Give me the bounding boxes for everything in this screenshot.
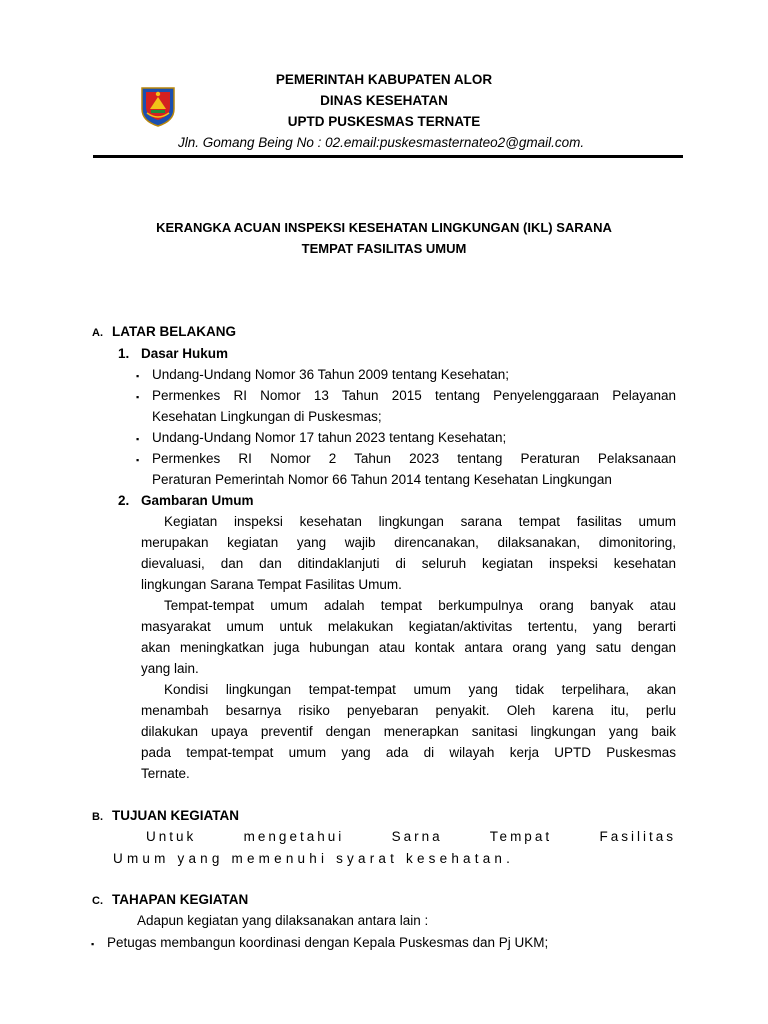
paragraph-2-line-4: yang lain.	[141, 661, 199, 676]
subsection-gambaran-umum	[118, 493, 254, 508]
list-item: Undang-Undang Nomor 36 Tahun 2009 tentang Kesehatan;	[152, 367, 510, 382]
paragraph-1-line-4: lingkungan Sarana Tempat Fasilitas Umum.	[141, 577, 402, 592]
kop-government: PEMERINTAH KABUPATEN ALOR	[275, 72, 493, 87]
activity-item: Petugas membangun koordinasi dengan Kepala Puskesmas dan Pj UKM;	[107, 935, 549, 950]
subsection-number: 2.	[118, 493, 130, 508]
objective-line-2: Umum yang memenuhi syarat kesehatan.	[113, 851, 515, 866]
bullet-icon: ▪	[136, 371, 140, 381]
activities-intro: Adapun kegiatan yang dilaksanakan antara lain :	[137, 913, 429, 928]
section-letter: A.	[92, 327, 103, 339]
paragraph-2-line-1: Tempat-tempat umum adalah tempat berkumpulnya orang banyak atau	[164, 598, 676, 613]
paragraph-3-line-4: pada tempat-tempat umum yang ada di wilayah kerja UPTD Puskesmas	[141, 745, 676, 760]
bullet-icon: ▪	[136, 392, 140, 402]
bullet-icon: ▪	[91, 939, 95, 949]
paragraph-3-line-1: Kondisi lingkungan tempat-tempat umum yang tidak terpelihara, akan	[164, 682, 676, 697]
kop-department: DINAS KESEHATAN	[320, 93, 448, 108]
section-a-heading	[92, 324, 236, 339]
subsection-dasar-hukum	[118, 346, 228, 361]
paragraph-2-line-3: akan meningkatkan juga hubungan atau kontak antara orang yang satu dengan	[141, 640, 676, 655]
section-title: TAHAPAN KEGIATAN	[112, 892, 249, 907]
list-item: Undang-Undang Nomor 17 tahun 2023 tentang Kesehatan;	[152, 430, 507, 445]
document-title-line1: KERANGKA ACUAN INSPEKSI KESEHATAN LINGKUNGAN (IKL) SARANA	[156, 220, 612, 235]
paragraph-1-line-1: Kegiatan inspeksi kesehatan lingkungan sarana tempat fasilitas umum	[164, 514, 676, 529]
bullet-icon: ▪	[136, 434, 140, 444]
paragraph-3-line-3: dilakukan upaya preventif dengan menerapkan sanitasi lingkungan yang baik	[141, 724, 676, 739]
subsection-title: Dasar Hukum	[141, 346, 229, 361]
section-letter: C.	[92, 895, 103, 907]
paragraph-3-line-2: menambah besarnya risiko penyebaran penyakit. Oleh karena itu, perlu	[141, 703, 676, 718]
paragraph-2-line-2: masyarakat umum untuk melakukan kegiatan/aktivitas tertentu, yang berarti	[141, 619, 676, 634]
paragraph-3-line-5: Ternate.	[141, 766, 190, 781]
section-b-heading	[92, 808, 239, 823]
bullet-icon: ▪	[136, 455, 140, 465]
subsection-title: Gambaran Umum	[141, 493, 254, 508]
list-item: Permenkes RI Nomor 13 Tahun 2015 tentang Penyelenggaraan Pelayanan	[152, 388, 676, 403]
document-title-line2: TEMPAT FASILITAS UMUM	[301, 241, 467, 256]
kop-institution: UPTD PUSKESMAS TERNATE	[287, 114, 481, 129]
section-letter: B.	[92, 811, 103, 823]
paragraph-1-line-2: merupakan kegiatan yang wajib direncanakan, dilaksanakan, dimonitoring,	[141, 535, 676, 550]
objective-line-1: Untuk mengetahui Sarna Tempat Fasilitas	[146, 829, 676, 844]
kop-divider	[93, 155, 683, 158]
list-item: Permenkes RI Nomor 2 Tahun 2023 tentang Peraturan Pelaksanaan	[152, 451, 676, 466]
kop-address: Jln. Gomang Being No : 02.email:puskesmasternateo2@gmail.com.	[178, 135, 585, 150]
paragraph-1-line-3: dievaluasi, dan dan ditindaklanjuti di seluruh kegiatan inspeksi kesehatan	[141, 556, 676, 571]
section-c-heading	[92, 892, 248, 907]
section-title: TUJUAN KEGIATAN	[112, 808, 239, 823]
list-item-continued: Kesehatan Lingkungan di Puskesmas;	[152, 409, 382, 424]
section-title: LATAR BELAKANG	[112, 324, 236, 339]
list-item-continued: Peraturan Pemerintah Nomor 66 Tahun 2014 tentang Kesehatan Lingkungan	[152, 472, 612, 487]
subsection-number: 1.	[118, 346, 130, 361]
